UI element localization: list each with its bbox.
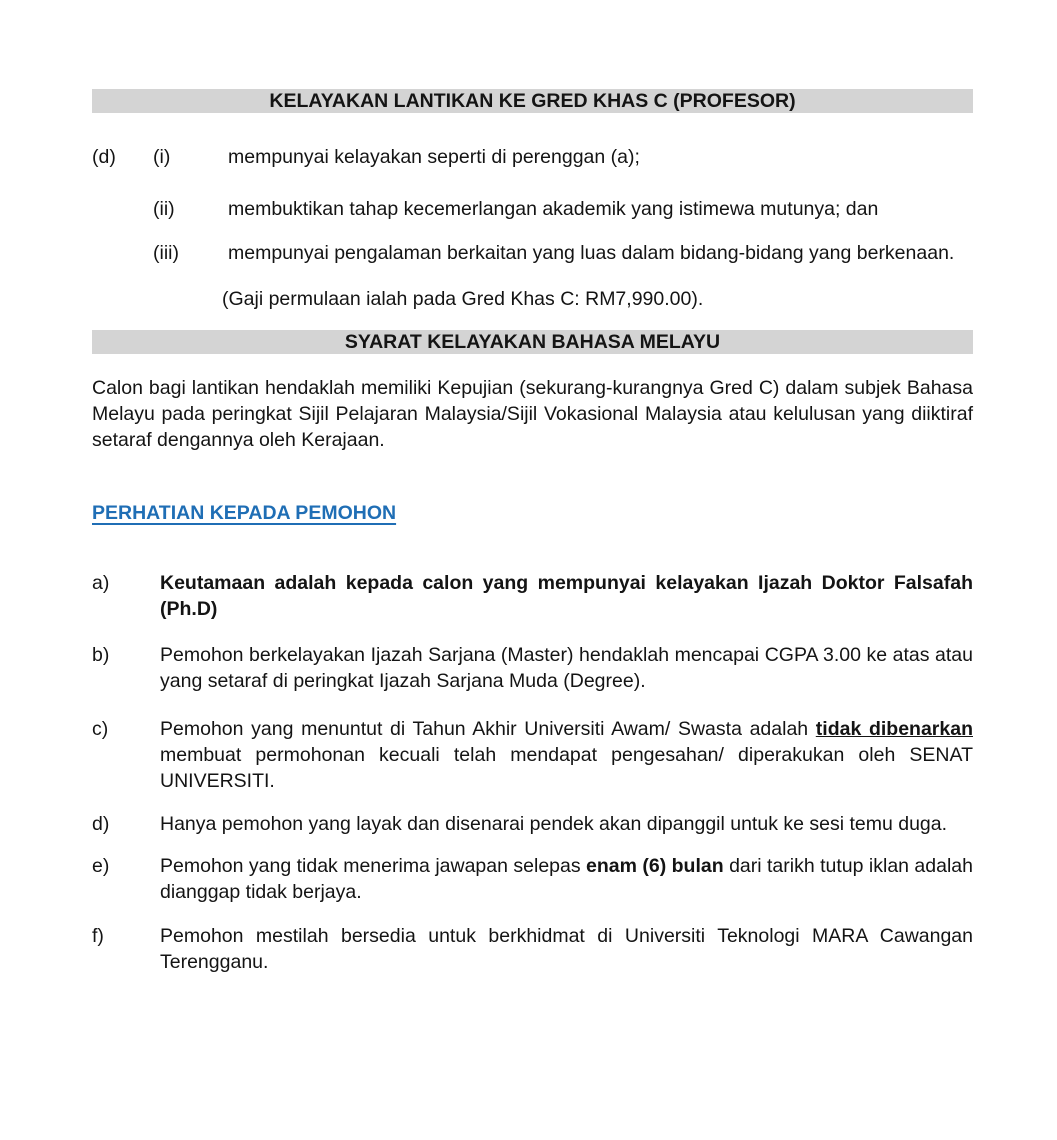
bm-requirement-paragraph: Calon bagi lantikan hendaklah memiliki Kepujian (sekurang-kurangnya Gred C) dalam subjek Bahasa Melayu pada peringkat Sijil Pelajaran Malaysia/Sijil Vokasional Malaysia atau kelulusan yang diiktiraf setaraf dengannya oleh Kerajaan. (92, 377, 973, 451)
notice-item-text-c (160, 716, 973, 794)
notice-item-a-bold-text: Keutamaan adalah kepada calon yang mempunyai kelayakan Ijazah Doktor Falsafah (Ph.D) (160, 572, 973, 620)
list-text-ii: membuktikan tahap kecemerlangan akademik yang istimewa mutunya; dan (228, 198, 879, 220)
notice-item-e-text-before: Pemohon yang tidak menerima jawapan selepas (160, 855, 587, 877)
notice-heading: PERHATIAN KEPADA PEMOHON (92, 502, 397, 524)
notice-item-letter-f: f) (92, 925, 104, 947)
notice-item-a (92, 570, 973, 622)
notice-item-e-emphasis: enam (6) bulan (586, 855, 724, 877)
notice-item-c-emphasis: tidak dibenarkan (815, 718, 973, 740)
list-num-ii: (ii) (153, 198, 175, 220)
notice-item-f (92, 923, 973, 975)
list-item-d-iii (92, 240, 973, 266)
list-item-d-ii (92, 196, 973, 222)
notice-item-letter-e: e) (92, 855, 110, 877)
list-num-i: (i) (153, 146, 171, 168)
section-header-bahasa-melayu (92, 330, 973, 354)
notice-item-text-a (160, 570, 973, 622)
notice-item-b (92, 642, 973, 694)
notice-item-c-text-after: membuat permohonan kecuali telah mendapat pengesahan/ diperakukan oleh SENAT UNIVERSITI. (160, 744, 973, 792)
notice-item-e (92, 853, 973, 905)
section-title-bahasa-melayu: SYARAT KELAYAKAN BAHASA MELAYU (344, 331, 721, 353)
section-header-gred-khas-c (92, 89, 973, 113)
list-text-i: mempunyai kelayakan seperti di perenggan (a); (228, 146, 640, 168)
notice-item-c (92, 716, 973, 794)
section-title-gred-khas-c: KELAYAKAN LANTIKAN KE GRED KHAS C (PROFESOR) (269, 90, 796, 112)
notice-item-letter-b: b) (92, 644, 110, 666)
notice-item-letter-c: c) (92, 718, 109, 740)
notice-item-text-e (160, 853, 973, 905)
list-item-d-i (92, 144, 973, 170)
list-text-iii: mempunyai pengalaman berkaitan yang luas dalam bidang-bidang yang berkenaan. (228, 242, 955, 264)
notice-item-d (92, 811, 973, 837)
notice-item-letter-d: d) (92, 813, 110, 835)
list-num-iii: (iii) (153, 242, 179, 264)
notice-item-text-f: Pemohon mestilah bersedia untuk berkhidmat di Universiti Teknologi MARA Cawangan Terengganu. (160, 925, 973, 973)
notice-item-text-d: Hanya pemohon yang layak dan disenarai pendek akan dipanggil untuk ke sesi temu duga. (160, 813, 948, 835)
list-label-d: (d) (92, 146, 116, 168)
salary-note: (Gaji permulaan ialah pada Gred Khas C: RM7,990.00). (222, 288, 704, 310)
notice-item-letter-a: a) (92, 572, 110, 594)
notice-item-e-text-after: dari tarikh tutup iklan adalah dianggap tidak berjaya. (160, 855, 973, 903)
notice-item-text-b: Pemohon berkelayakan Ijazah Sarjana (Master) hendaklah mencapai CGPA 3.00 ke atas atau yang setaraf di peringkat Ijazah Sarjana Muda (Degree). (160, 644, 973, 692)
notice-item-c-text-before: Pemohon yang menuntut di Tahun Akhir Universiti Awam/ Swasta adalah (160, 718, 816, 740)
